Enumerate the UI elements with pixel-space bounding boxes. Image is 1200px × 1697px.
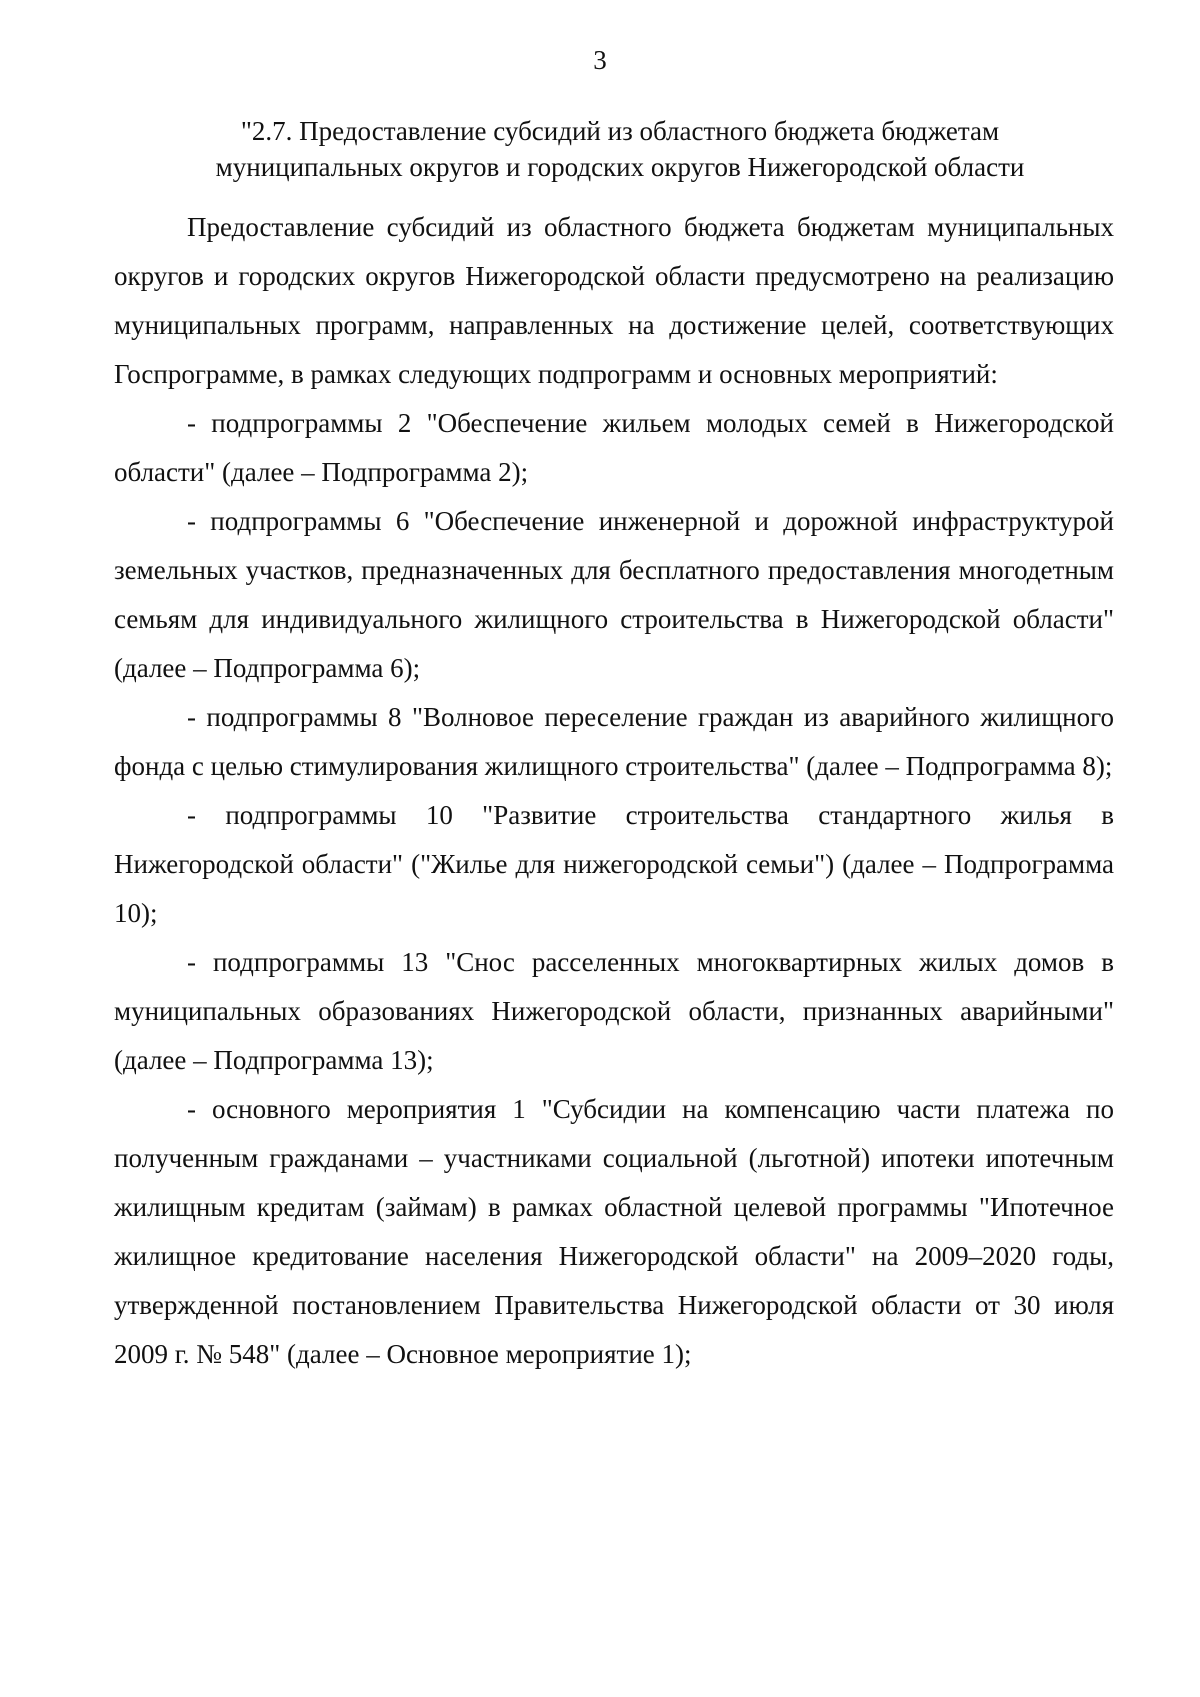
paragraph-subprogram-6: - подпрограммы 6 "Обеспечение инженерной и дорожной инфраструктурой земельных участков, предназначенных для бесплатного предоставления многодетным семьям для индивидуального жилищного строительства в Нижегородской области" (далее – Подпрограмма 6); [114,506,1114,683]
paragraph-intro: Предоставление субсидий из областного бюджета бюджетам муниципальных округов и городских округов Нижегородской области предусмотрено на реализацию муниципальных программ, направленных на достижение целей, соответствующих Госпрограмме, в рамках следующих подпрограмм и основных мероприятий: [114,212,1114,389]
page-number: 3 [593,45,607,75]
paragraph-main-event-1: - основного мероприятия 1 "Субсидии на компенсацию части платежа по полученным гражданами – участниками социальной (льготной) ипотеки ипотечным жилищным кредитам (займам) в рамках областной целевой программы "Ипотечное жилищное кредитование населения Нижегородской области" на 2009–2020 годы, утвержденной постановлением Правительства Нижегородской области от 30 июля 2009 г. № 548" (далее – Основное мероприятие 1); [114,1094,1114,1369]
section-heading [120,113,1120,185]
paragraph-subprogram-2: - подпрограммы 2 "Обеспечение жильем молодых семей в Нижегородской области" (далее – Подпрограмма 2); [114,408,1114,487]
paragraph-subprogram-10: - подпрограммы 10 "Развитие строительства стандартного жилья в Нижегородской области" ("Жилье для нижегородской семьи") (далее – Подпрограмма 10); [114,800,1114,928]
paragraph-subprogram-8: - подпрограммы 8 "Волновое переселение граждан из аварийного жилищного фонда с целью стимулирования жилищного строительства" (далее – Подпрограмма 8); [114,702,1114,781]
document-body [114,203,1114,1379]
section-heading-line-1: "2.7. Предоставление субсидий из областного бюджета бюджетам [240,116,1000,146]
section-heading-line-2: муниципальных округов и городских округов Нижегородской области [215,152,1025,182]
paragraph-subprogram-13: - подпрограммы 13 "Снос расселенных многоквартирных жилых домов в муниципальных образованиях Нижегородской области, признанных аварийными" (далее – Подпрограмма 13); [114,947,1114,1075]
